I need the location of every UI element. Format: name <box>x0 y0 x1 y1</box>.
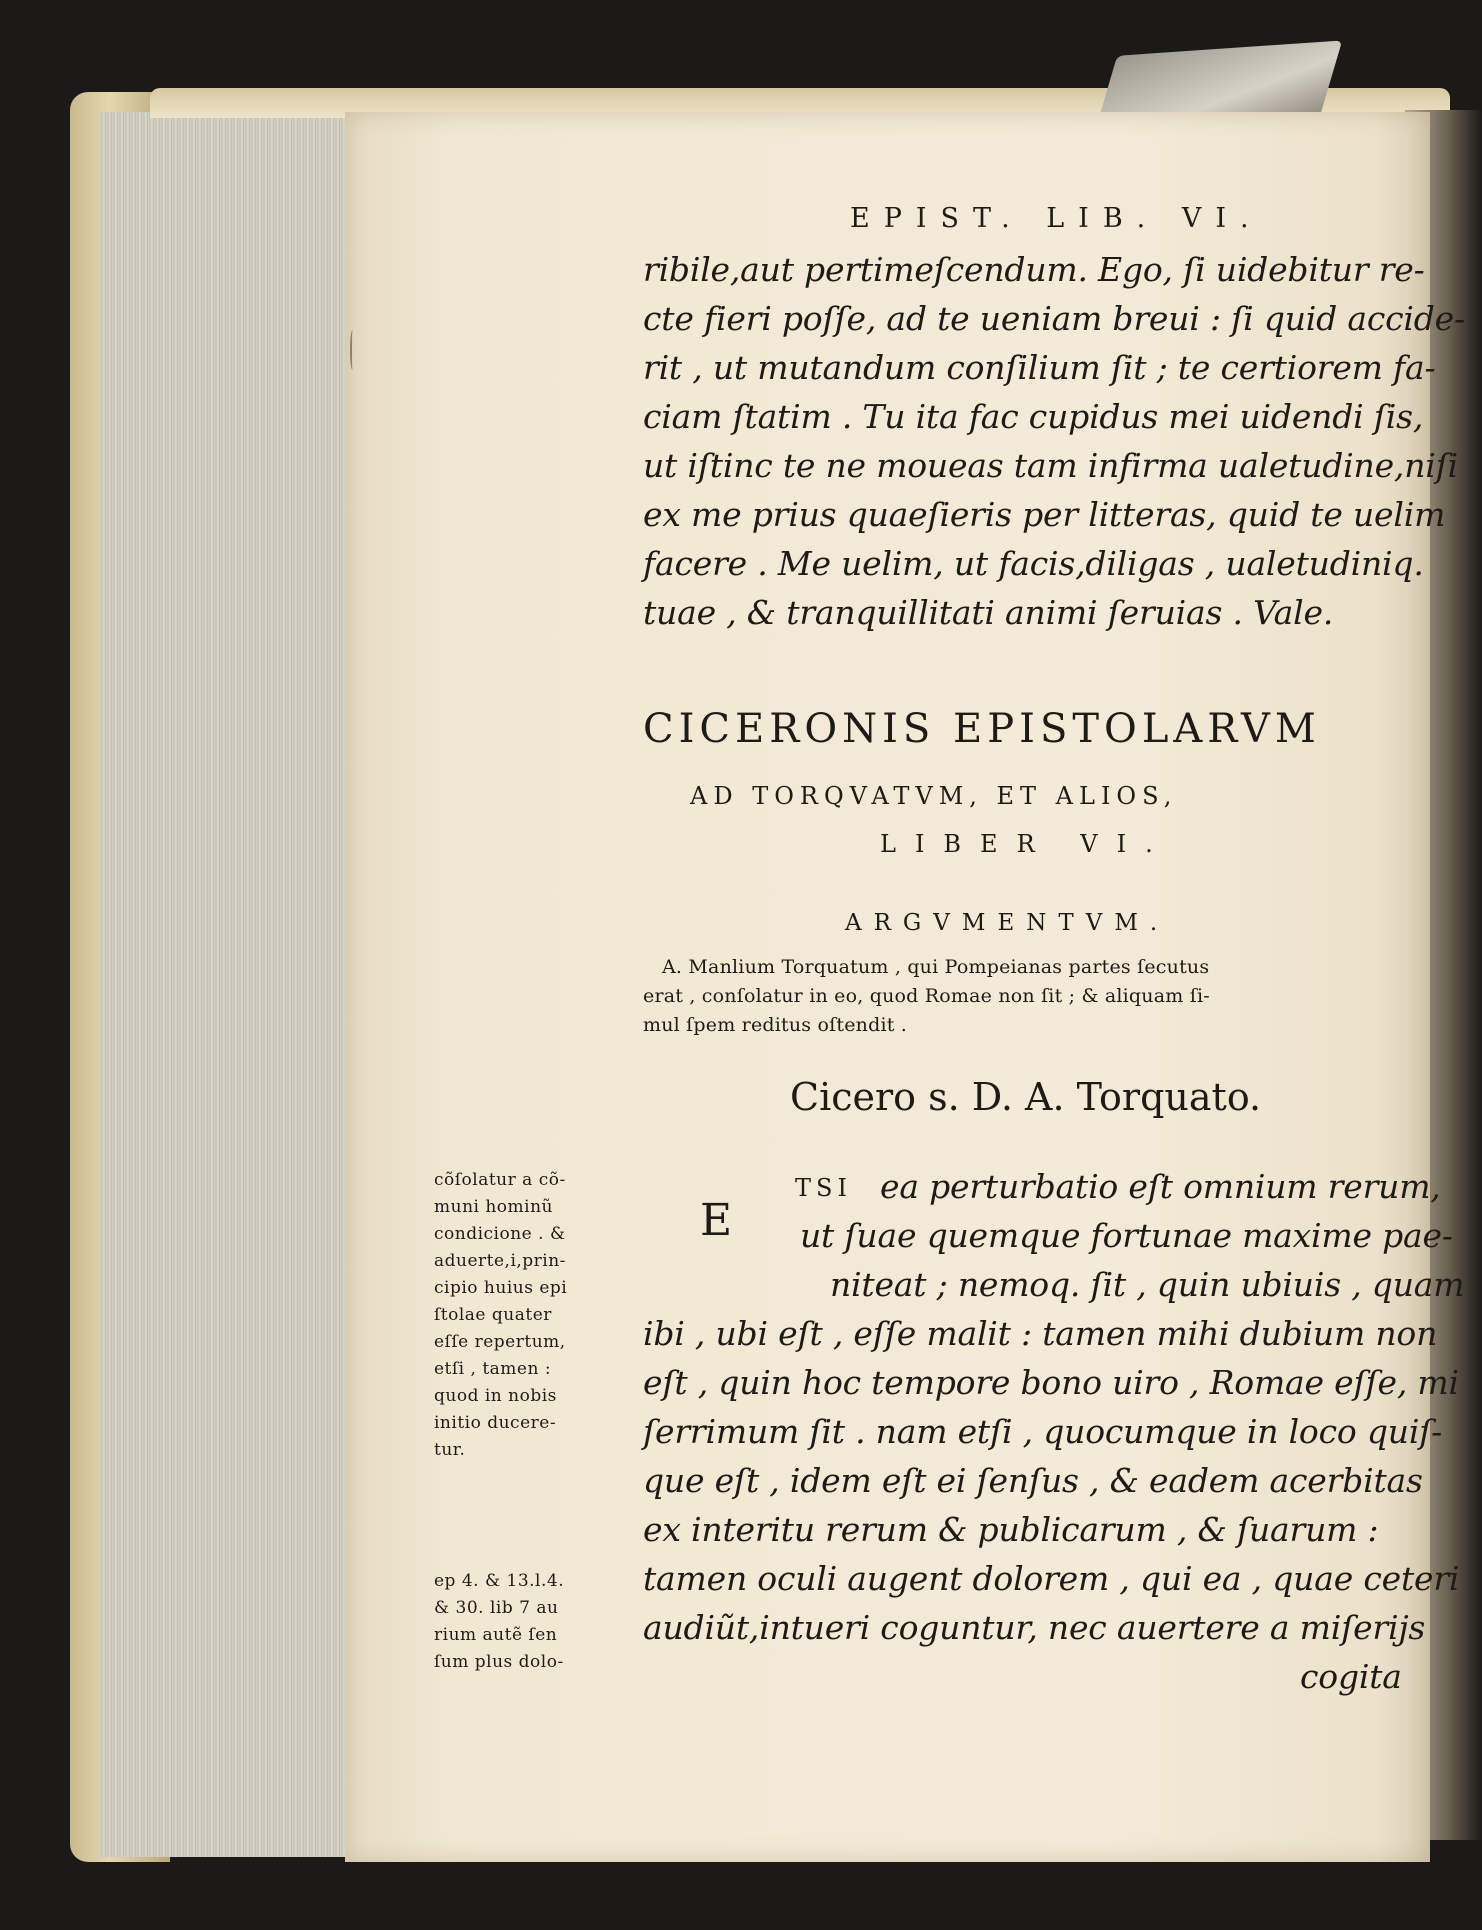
margin-note-line: cõſolatur a cõ- <box>434 1170 566 1190</box>
page-stack-edge <box>100 112 350 1857</box>
margin-note-line: quod in nobis <box>434 1386 557 1406</box>
argumentum-line: erat , conſolatur in eo, quod Romae non ſit ; & aliquam ſi- <box>643 985 1210 1007</box>
body-line: tuae , & tranquillitati animi ſeruias . Vale. <box>643 593 1334 632</box>
body-line: ut iſtinc te ne moueas tam infirma ualetudine,niſi <box>643 446 1458 485</box>
margin-note-line: cipio huius epi <box>434 1278 568 1298</box>
margin-note-line: muni hominũ <box>434 1197 553 1217</box>
margin-note-line: eſſe repertum, <box>434 1332 566 1352</box>
body-line: rit , ut mutandum conſilium ſit ; te certiorem fa- <box>643 348 1436 387</box>
letter-line: ex interitu rerum & publicarum , & ſuarum : <box>643 1510 1379 1549</box>
letter-line: que eſt , idem eſt ei ſenſus , & eadem acerbitas <box>643 1461 1423 1500</box>
margin-note-line: tur. <box>434 1440 466 1460</box>
argumentum-heading: ARGVMENTVM. <box>845 910 1170 936</box>
margin-note-line: aduerte,i,prin- <box>434 1251 566 1271</box>
letter-salutation: Cicero s. D. A. Torquato. <box>790 1075 1262 1119</box>
margin-note-line: rium autẽ ſen <box>434 1625 558 1645</box>
argumentum-line: mul ſpem reditus oſtendit . <box>643 1014 908 1036</box>
body-line: ex me prius quaeſieris per litteras, quid te uelim <box>643 495 1446 534</box>
margin-note-line: initio ducere- <box>434 1413 557 1433</box>
catchword: cogita <box>1300 1657 1402 1696</box>
letter-line: ut ſuae quemque fortunae maxime pae- <box>800 1216 1453 1255</box>
letter-line: audiũt,intueri coguntur, nec auertere a miſerijs <box>643 1608 1426 1647</box>
margin-note-line: & 30. lib 7 au <box>434 1598 559 1618</box>
margin-note-line: etſi , tamen : <box>434 1359 552 1379</box>
letter-line: eſt , quin hoc tempore bono uiro , Romae eſſe, mi <box>643 1363 1459 1402</box>
ink-mark <box>350 330 355 370</box>
argumentum-line: A. Manlium Torquatum , qui Pompeianas partes ſecutus <box>662 956 1210 978</box>
margin-note-line: ſtolae quater <box>434 1305 552 1325</box>
running-head: EPIST. LIB. VI. <box>850 203 1263 234</box>
drop-cap: E <box>700 1195 733 1246</box>
book-number: LIBER VI. <box>880 830 1172 858</box>
first-word-rest: TSI <box>795 1174 852 1202</box>
letter-line: niteat ; nemoq. ſit , quin ubiuis , quam <box>830 1265 1465 1304</box>
margin-note-line: condicione . & <box>434 1224 566 1244</box>
letter-line: tamen oculi augent dolorem , qui ea , quae ceteri <box>643 1559 1460 1598</box>
letter-line: ſerrimum ſit . nam etſi , quocumque in loco quiſ- <box>643 1412 1443 1451</box>
body-line: ribile,aut pertimeſcendum. Ego, ſi uidebitur re- <box>643 250 1425 289</box>
book-subtitle: AD TORQVATVM, ET ALIOS, <box>690 782 1178 810</box>
body-line: ciam ſtatim . Tu ita fac cupidus mei uidendi ſis, <box>643 397 1424 436</box>
body-line: facere . Me uelim, ut facis,diligas , ualetudiniq. <box>643 544 1424 583</box>
letter-line: ibi , ubi eſt , eſſe malit : tamen mihi dubium non <box>643 1314 1438 1353</box>
letter-line: ea perturbatio eſt omnium rerum, <box>880 1167 1441 1206</box>
book-title: CICERONIS EPISTOLARVM <box>643 706 1321 752</box>
margin-note-line: ep 4. & 13.l.4. <box>434 1571 565 1591</box>
body-line: cte fieri poſſe, ad te ueniam breui : ſi quid accide- <box>643 299 1465 338</box>
margin-note-line: ſum plus dolo- <box>434 1652 564 1672</box>
